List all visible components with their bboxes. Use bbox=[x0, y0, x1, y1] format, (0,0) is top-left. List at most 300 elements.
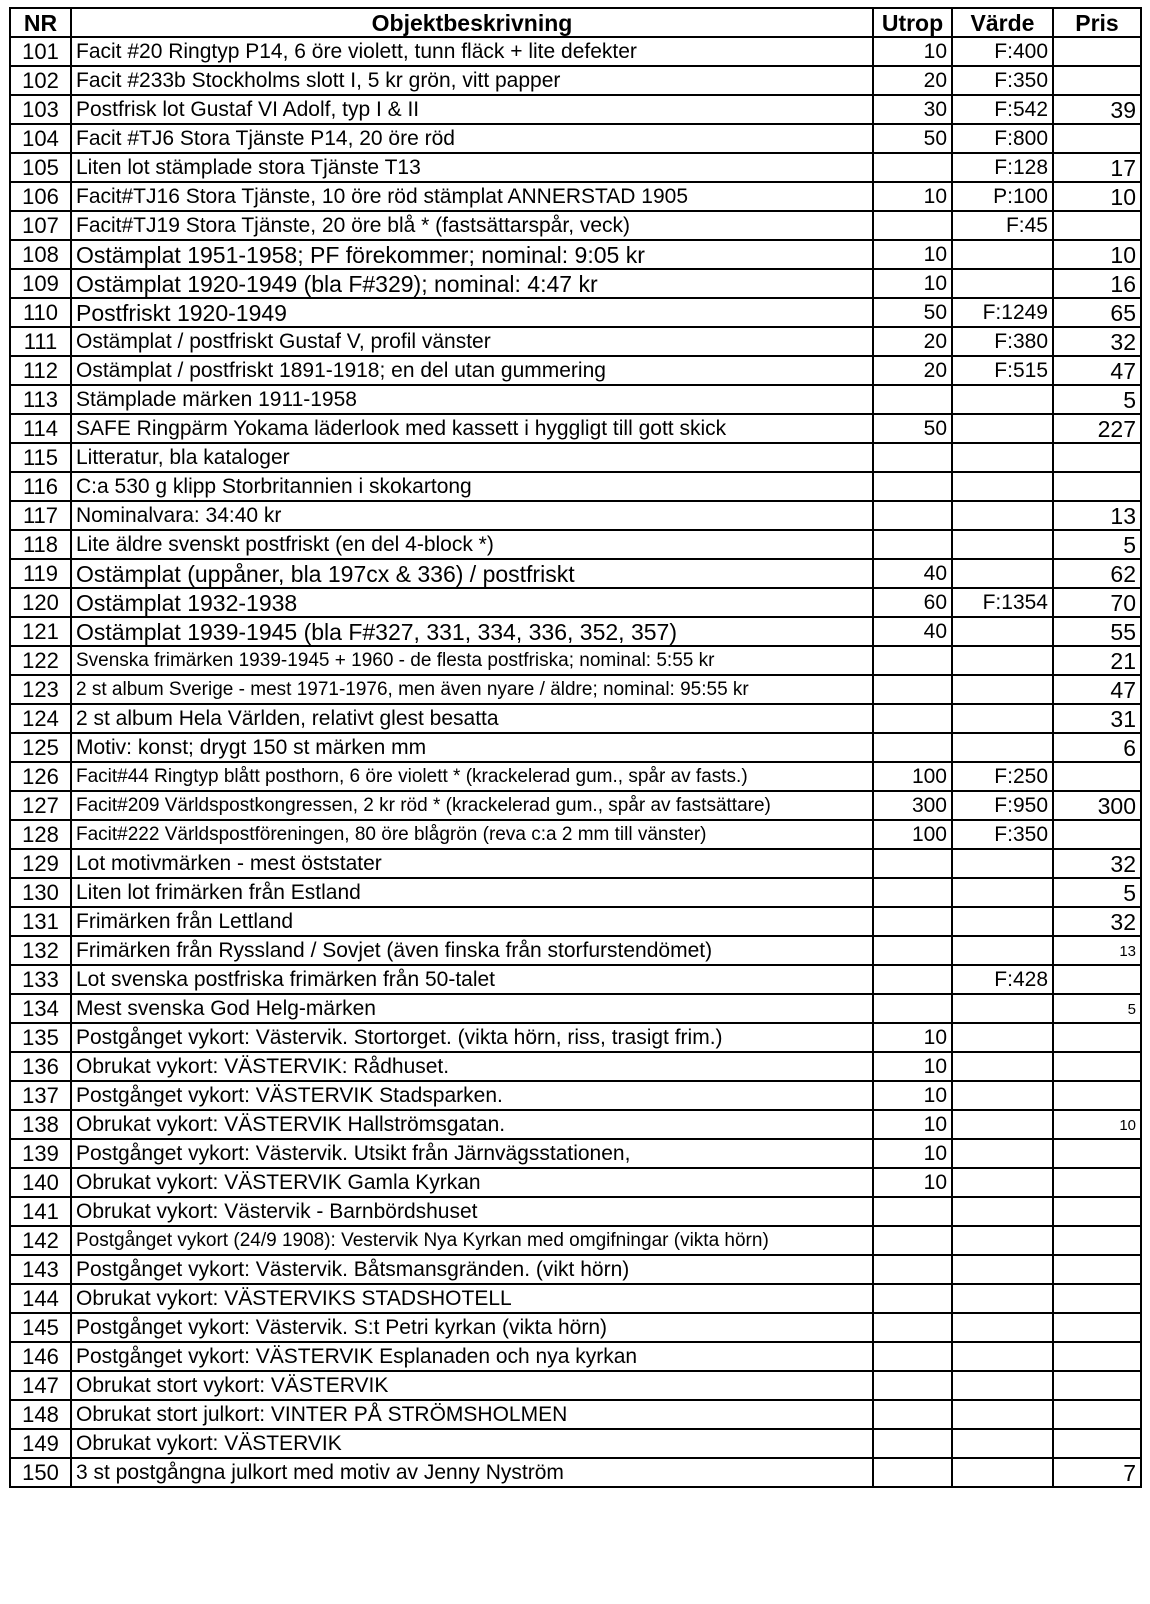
lot-number-cell: 139 bbox=[10, 1139, 71, 1168]
lot-number-cell: 104 bbox=[10, 124, 71, 153]
lot-pris-cell bbox=[1053, 37, 1141, 66]
lot-description-cell: 2 st album Sverige - mest 1971-1976, men även nyare / äldre; nominal: 95:55 kr bbox=[71, 675, 873, 704]
lot-description-cell: Postfrisk lot Gustaf VI Adolf, typ I & II bbox=[71, 95, 873, 124]
lot-number-cell: 135 bbox=[10, 1023, 71, 1052]
lot-utrop-cell bbox=[873, 675, 952, 704]
lot-utrop-cell bbox=[873, 878, 952, 907]
table-row bbox=[10, 66, 1141, 95]
lot-number-cell: 112 bbox=[10, 356, 71, 385]
lot-varde-cell: F:380 bbox=[952, 327, 1053, 356]
lot-pris-cell bbox=[1053, 1371, 1141, 1400]
lot-number-cell: 111 bbox=[10, 327, 71, 356]
lot-number-cell: 130 bbox=[10, 878, 71, 907]
table-row bbox=[10, 733, 1141, 762]
lot-description-cell: Postfriskt 1920-1949 bbox=[71, 298, 873, 327]
table-row bbox=[10, 182, 1141, 211]
table-row bbox=[10, 211, 1141, 240]
lot-pris-cell bbox=[1053, 1197, 1141, 1226]
header-description: Objektbeskrivning bbox=[71, 8, 873, 37]
lot-description-cell: Stämplade märken 1911-1958 bbox=[71, 385, 873, 414]
lot-description-cell: 2 st album Hela Världen, relativt glest besatta bbox=[71, 704, 873, 733]
lot-description-cell: Ostämplat (uppåner, bla 197cx & 336) / postfriskt bbox=[71, 559, 873, 588]
lot-description-cell: 3 st postgångna julkort med motiv av Jenny Nyström bbox=[71, 1458, 873, 1487]
table-row bbox=[10, 327, 1141, 356]
table-row bbox=[10, 1226, 1141, 1255]
lot-utrop-cell: 10 bbox=[873, 182, 952, 211]
table-row bbox=[10, 1023, 1141, 1052]
lot-varde-cell bbox=[952, 1255, 1053, 1284]
lot-number-cell: 129 bbox=[10, 849, 71, 878]
lot-utrop-cell bbox=[873, 704, 952, 733]
lot-utrop-cell bbox=[873, 472, 952, 501]
lot-utrop-cell: 100 bbox=[873, 762, 952, 791]
lot-utrop-cell bbox=[873, 1458, 952, 1487]
table-row bbox=[10, 269, 1141, 298]
lot-utrop-cell: 20 bbox=[873, 66, 952, 95]
lot-varde-cell: F:45 bbox=[952, 211, 1053, 240]
table-row bbox=[10, 356, 1141, 385]
lot-utrop-cell: 50 bbox=[873, 414, 952, 443]
lot-utrop-cell bbox=[873, 849, 952, 878]
lot-utrop-cell bbox=[873, 1255, 952, 1284]
lot-varde-cell bbox=[952, 530, 1053, 559]
lot-number-cell: 134 bbox=[10, 994, 71, 1023]
table-row bbox=[10, 936, 1141, 965]
lot-description-cell: Lite äldre svenskt postfriskt (en del 4-block *) bbox=[71, 530, 873, 559]
lot-varde-cell: F:1354 bbox=[952, 588, 1053, 617]
table-row bbox=[10, 791, 1141, 820]
lot-varde-cell bbox=[952, 733, 1053, 762]
lot-utrop-cell bbox=[873, 994, 952, 1023]
lot-number-cell: 126 bbox=[10, 762, 71, 791]
table-row bbox=[10, 762, 1141, 791]
lot-number-cell: 123 bbox=[10, 675, 71, 704]
lot-varde-cell bbox=[952, 1081, 1053, 1110]
table-row bbox=[10, 1110, 1141, 1139]
auction-lot-table bbox=[9, 7, 1142, 1488]
lot-description-cell: Obrukat vykort: VÄSTERVIKS STADSHOTELL bbox=[71, 1284, 873, 1313]
lot-pris-cell bbox=[1053, 762, 1141, 791]
lot-description-cell: Facit#TJ16 Stora Tjänste, 10 öre röd stämplat ANNERSTAD 1905 bbox=[71, 182, 873, 211]
lot-description-cell: C:a 530 g klipp Storbritannien i skokartong bbox=[71, 472, 873, 501]
lot-utrop-cell bbox=[873, 530, 952, 559]
lot-varde-cell bbox=[952, 1197, 1053, 1226]
lot-number-cell: 119 bbox=[10, 559, 71, 588]
lot-number-cell: 107 bbox=[10, 211, 71, 240]
lot-varde-cell bbox=[952, 1023, 1053, 1052]
lot-number-cell: 121 bbox=[10, 617, 71, 646]
lot-description-cell: SAFE Ringpärm Yokama läderlook med kassett i hyggligt till gott skick bbox=[71, 414, 873, 443]
lot-varde-cell: F:950 bbox=[952, 791, 1053, 820]
lot-number-cell: 102 bbox=[10, 66, 71, 95]
lot-utrop-cell: 10 bbox=[873, 1023, 952, 1052]
lot-number-cell: 128 bbox=[10, 820, 71, 849]
lot-pris-cell: 17 bbox=[1053, 153, 1141, 182]
table-row bbox=[10, 1255, 1141, 1284]
lot-pris-cell: 227 bbox=[1053, 414, 1141, 443]
lot-number-cell: 149 bbox=[10, 1429, 71, 1458]
lot-pris-cell: 10 bbox=[1053, 240, 1141, 269]
lot-description-cell: Ostämplat 1932-1938 bbox=[71, 588, 873, 617]
lot-varde-cell bbox=[952, 1110, 1053, 1139]
lot-varde-cell bbox=[952, 646, 1053, 675]
table-row bbox=[10, 675, 1141, 704]
lot-varde-cell bbox=[952, 385, 1053, 414]
lot-number-cell: 131 bbox=[10, 907, 71, 936]
lot-description-cell: Postgånget vykort: Västervik. S:t Petri kyrkan (vikta hörn) bbox=[71, 1313, 873, 1342]
lot-utrop-cell: 10 bbox=[873, 1139, 952, 1168]
lot-number-cell: 137 bbox=[10, 1081, 71, 1110]
lot-number-cell: 108 bbox=[10, 240, 71, 269]
lot-pris-cell: 10 bbox=[1053, 182, 1141, 211]
lot-number-cell: 113 bbox=[10, 385, 71, 414]
lot-pris-cell: 5 bbox=[1053, 385, 1141, 414]
lot-pris-cell: 21 bbox=[1053, 646, 1141, 675]
lot-varde-cell bbox=[952, 878, 1053, 907]
lot-description-cell: Facit #20 Ringtyp P14, 6 öre violett, tunn fläck + lite defekter bbox=[71, 37, 873, 66]
lot-description-cell: Facit #233b Stockholms slott I, 5 kr grön, vitt papper bbox=[71, 66, 873, 95]
lot-number-cell: 140 bbox=[10, 1168, 71, 1197]
lot-description-cell: Postgånget vykort: VÄSTERVIK Esplanaden och nya kyrkan bbox=[71, 1342, 873, 1371]
lot-description-cell: Postgånget vykort: VÄSTERVIK Stadsparken. bbox=[71, 1081, 873, 1110]
lot-varde-cell bbox=[952, 675, 1053, 704]
lot-pris-cell bbox=[1053, 1139, 1141, 1168]
lot-pris-cell: 55 bbox=[1053, 617, 1141, 646]
lot-number-cell: 106 bbox=[10, 182, 71, 211]
lot-description-cell: Postgånget vykort: Västervik. Båtsmansgränden. (vikt hörn) bbox=[71, 1255, 873, 1284]
lot-number-cell: 110 bbox=[10, 298, 71, 327]
lot-utrop-cell bbox=[873, 965, 952, 994]
lot-number-cell: 115 bbox=[10, 443, 71, 472]
table-row bbox=[10, 994, 1141, 1023]
lot-number-cell: 145 bbox=[10, 1313, 71, 1342]
lot-number-cell: 147 bbox=[10, 1371, 71, 1400]
lot-description-cell: Obrukat vykort: VÄSTERVIK: Rådhuset. bbox=[71, 1052, 873, 1081]
lot-pris-cell: 13 bbox=[1053, 936, 1141, 965]
lot-number-cell: 117 bbox=[10, 501, 71, 530]
header-varde: Värde bbox=[952, 8, 1053, 37]
lot-description-cell: Facit#TJ19 Stora Tjänste, 20 öre blå * (fastsättarspår, veck) bbox=[71, 211, 873, 240]
lot-number-cell: 124 bbox=[10, 704, 71, 733]
table-row bbox=[10, 1139, 1141, 1168]
lot-utrop-cell bbox=[873, 385, 952, 414]
lot-pris-cell: 47 bbox=[1053, 675, 1141, 704]
lot-pris-cell: 32 bbox=[1053, 849, 1141, 878]
lot-description-cell: Svenska frimärken 1939-1945 + 1960 - de flesta postfriska; nominal: 5:55 kr bbox=[71, 646, 873, 675]
lot-varde-cell: F:128 bbox=[952, 153, 1053, 182]
lot-utrop-cell: 30 bbox=[873, 95, 952, 124]
lot-varde-cell bbox=[952, 1313, 1053, 1342]
lot-utrop-cell: 10 bbox=[873, 1052, 952, 1081]
lot-utrop-cell: 10 bbox=[873, 1110, 952, 1139]
header-nr: NR bbox=[10, 8, 71, 37]
lot-varde-cell bbox=[952, 1226, 1053, 1255]
table-row bbox=[10, 878, 1141, 907]
lot-utrop-cell: 300 bbox=[873, 791, 952, 820]
lot-description-cell: Frimärken från Lettland bbox=[71, 907, 873, 936]
lot-number-cell: 125 bbox=[10, 733, 71, 762]
lot-utrop-cell bbox=[873, 443, 952, 472]
lot-utrop-cell: 100 bbox=[873, 820, 952, 849]
lot-utrop-cell: 10 bbox=[873, 240, 952, 269]
lot-varde-cell bbox=[952, 704, 1053, 733]
lot-description-cell: Ostämplat 1951-1958; PF förekommer; nominal: 9:05 kr bbox=[71, 240, 873, 269]
lot-utrop-cell: 10 bbox=[873, 37, 952, 66]
table-row bbox=[10, 646, 1141, 675]
lot-varde-cell: F:800 bbox=[952, 124, 1053, 153]
lot-number-cell: 103 bbox=[10, 95, 71, 124]
lot-varde-cell bbox=[952, 1168, 1053, 1197]
lot-varde-cell bbox=[952, 472, 1053, 501]
lot-utrop-cell bbox=[873, 1197, 952, 1226]
lot-description-cell: Nominalvara: 34:40 kr bbox=[71, 501, 873, 530]
table-header bbox=[10, 8, 1141, 37]
lot-pris-cell bbox=[1053, 1313, 1141, 1342]
lot-pris-cell: 13 bbox=[1053, 501, 1141, 530]
table-row bbox=[10, 617, 1141, 646]
lot-pris-cell: 10 bbox=[1053, 1110, 1141, 1139]
lot-description-cell: Frimärken från Ryssland / Sovjet (även finska från storfurstendömet) bbox=[71, 936, 873, 965]
lot-utrop-cell: 50 bbox=[873, 124, 952, 153]
lot-varde-cell: F:1249 bbox=[952, 298, 1053, 327]
lot-pris-cell bbox=[1053, 1342, 1141, 1371]
lot-pris-cell bbox=[1053, 472, 1141, 501]
lot-pris-cell: 5 bbox=[1053, 878, 1141, 907]
lot-number-cell: 144 bbox=[10, 1284, 71, 1313]
lot-description-cell: Facit#209 Världspostkongressen, 2 kr röd * (krackelerad gum., spår av fastsättare) bbox=[71, 791, 873, 820]
lot-utrop-cell: 20 bbox=[873, 327, 952, 356]
lot-number-cell: 109 bbox=[10, 269, 71, 298]
lot-description-cell: Ostämplat / postfriskt 1891-1918; en del utan gummering bbox=[71, 356, 873, 385]
table-row bbox=[10, 240, 1141, 269]
lot-number-cell: 148 bbox=[10, 1400, 71, 1429]
lot-number-cell: 138 bbox=[10, 1110, 71, 1139]
lot-pris-cell bbox=[1053, 1023, 1141, 1052]
lot-varde-cell bbox=[952, 501, 1053, 530]
table-row bbox=[10, 1052, 1141, 1081]
lot-pris-cell: 300 bbox=[1053, 791, 1141, 820]
lot-varde-cell: F:400 bbox=[952, 37, 1053, 66]
lot-utrop-cell bbox=[873, 1284, 952, 1313]
lot-number-cell: 132 bbox=[10, 936, 71, 965]
lot-pris-cell: 62 bbox=[1053, 559, 1141, 588]
lot-varde-cell bbox=[952, 269, 1053, 298]
table-row bbox=[10, 385, 1141, 414]
lot-pris-cell: 70 bbox=[1053, 588, 1141, 617]
lot-varde-cell bbox=[952, 617, 1053, 646]
lot-description-cell: Litteratur, bla kataloger bbox=[71, 443, 873, 472]
lot-description-cell: Facit#222 Världspostföreningen, 80 öre blågrön (reva c:a 2 mm till vänster) bbox=[71, 820, 873, 849]
lot-description-cell: Lot svenska postfriska frimärken från 50-talet bbox=[71, 965, 873, 994]
table-row bbox=[10, 559, 1141, 588]
lot-pris-cell: 31 bbox=[1053, 704, 1141, 733]
lot-varde-cell: F:515 bbox=[952, 356, 1053, 385]
lot-utrop-cell bbox=[873, 501, 952, 530]
lot-description-cell: Obrukat stort julkort: VINTER PÅ STRÖMSHOLMEN bbox=[71, 1400, 873, 1429]
lot-varde-cell: P:100 bbox=[952, 182, 1053, 211]
lot-utrop-cell: 20 bbox=[873, 356, 952, 385]
lot-pris-cell: 65 bbox=[1053, 298, 1141, 327]
table-row bbox=[10, 1342, 1141, 1371]
lot-pris-cell bbox=[1053, 1400, 1141, 1429]
lot-pris-cell bbox=[1053, 965, 1141, 994]
table-row bbox=[10, 1458, 1141, 1487]
lot-description-cell: Lot motivmärken - mest öststater bbox=[71, 849, 873, 878]
lot-varde-cell bbox=[952, 1371, 1053, 1400]
lot-varde-cell bbox=[952, 994, 1053, 1023]
lot-description-cell: Obrukat vykort: VÄSTERVIK bbox=[71, 1429, 873, 1458]
lot-varde-cell bbox=[952, 1342, 1053, 1371]
table-row bbox=[10, 1168, 1141, 1197]
lot-utrop-cell: 40 bbox=[873, 617, 952, 646]
lot-pris-cell: 47 bbox=[1053, 356, 1141, 385]
lot-number-cell: 136 bbox=[10, 1052, 71, 1081]
lot-number-cell: 105 bbox=[10, 153, 71, 182]
lot-varde-cell bbox=[952, 414, 1053, 443]
lot-description-cell: Facit#44 Ringtyp blått posthorn, 6 öre violett * (krackelerad gum., spår av fasts.) bbox=[71, 762, 873, 791]
table-row bbox=[10, 849, 1141, 878]
lot-number-cell: 150 bbox=[10, 1458, 71, 1487]
lot-utrop-cell: 60 bbox=[873, 588, 952, 617]
lot-description-cell: Facit #TJ6 Stora Tjänste P14, 20 öre röd bbox=[71, 124, 873, 153]
lot-pris-cell bbox=[1053, 1081, 1141, 1110]
lot-pris-cell bbox=[1053, 66, 1141, 95]
table-row bbox=[10, 907, 1141, 936]
header-pris: Pris bbox=[1053, 8, 1141, 37]
lot-utrop-cell bbox=[873, 907, 952, 936]
lot-description-cell: Ostämplat 1920-1949 (bla F#329); nominal: 4:47 kr bbox=[71, 269, 873, 298]
lot-description-cell: Obrukat vykort: VÄSTERVIK Hallströmsgatan. bbox=[71, 1110, 873, 1139]
lot-description-cell: Liten lot frimärken från Estland bbox=[71, 878, 873, 907]
table-row bbox=[10, 501, 1141, 530]
lot-utrop-cell bbox=[873, 1313, 952, 1342]
lot-pris-cell: 32 bbox=[1053, 327, 1141, 356]
lot-pris-cell bbox=[1053, 443, 1141, 472]
table-row bbox=[10, 1313, 1141, 1342]
table-row bbox=[10, 1284, 1141, 1313]
lot-pris-cell: 6 bbox=[1053, 733, 1141, 762]
lot-number-cell: 146 bbox=[10, 1342, 71, 1371]
lot-pris-cell: 32 bbox=[1053, 907, 1141, 936]
table-row bbox=[10, 443, 1141, 472]
lot-varde-cell bbox=[952, 240, 1053, 269]
lot-description-cell: Postgånget vykort (24/9 1908): Vestervik Nya Kyrkan med omgifningar (vikta hörn) bbox=[71, 1226, 873, 1255]
lot-varde-cell bbox=[952, 1400, 1053, 1429]
lot-utrop-cell: 10 bbox=[873, 1081, 952, 1110]
lot-utrop-cell bbox=[873, 1342, 952, 1371]
lot-pris-cell: 16 bbox=[1053, 269, 1141, 298]
table-row bbox=[10, 414, 1141, 443]
lot-utrop-cell: 10 bbox=[873, 1168, 952, 1197]
lot-utrop-cell bbox=[873, 1371, 952, 1400]
lot-varde-cell: F:542 bbox=[952, 95, 1053, 124]
lot-varde-cell bbox=[952, 849, 1053, 878]
lot-utrop-cell bbox=[873, 211, 952, 240]
lot-varde-cell: F:250 bbox=[952, 762, 1053, 791]
table-body bbox=[10, 37, 1141, 1487]
table-row bbox=[10, 1081, 1141, 1110]
table-row bbox=[10, 1400, 1141, 1429]
lot-number-cell: 116 bbox=[10, 472, 71, 501]
table-row bbox=[10, 153, 1141, 182]
lot-varde-cell bbox=[952, 1429, 1053, 1458]
table-row bbox=[10, 965, 1141, 994]
lot-varde-cell bbox=[952, 1458, 1053, 1487]
lot-pris-cell bbox=[1053, 1429, 1141, 1458]
table-row bbox=[10, 820, 1141, 849]
lot-number-cell: 141 bbox=[10, 1197, 71, 1226]
table-row bbox=[10, 1371, 1141, 1400]
lot-description-cell: Ostämplat 1939-1945 (bla F#327, 331, 334, 336, 352, 357) bbox=[71, 617, 873, 646]
table-row bbox=[10, 124, 1141, 153]
lot-pris-cell bbox=[1053, 1052, 1141, 1081]
table-row bbox=[10, 95, 1141, 124]
lot-number-cell: 118 bbox=[10, 530, 71, 559]
lot-utrop-cell: 40 bbox=[873, 559, 952, 588]
lot-varde-cell bbox=[952, 1284, 1053, 1313]
lot-number-cell: 114 bbox=[10, 414, 71, 443]
lot-utrop-cell bbox=[873, 1226, 952, 1255]
lot-utrop-cell: 50 bbox=[873, 298, 952, 327]
lot-number-cell: 127 bbox=[10, 791, 71, 820]
lot-number-cell: 101 bbox=[10, 37, 71, 66]
lot-utrop-cell bbox=[873, 936, 952, 965]
lot-description-cell: Postgånget vykort: Västervik. Stortorget. (vikta hörn, riss, trasigt frim.) bbox=[71, 1023, 873, 1052]
table-row bbox=[10, 1197, 1141, 1226]
lot-pris-cell bbox=[1053, 820, 1141, 849]
table-row bbox=[10, 298, 1141, 327]
header-row bbox=[10, 8, 1141, 37]
lot-utrop-cell bbox=[873, 646, 952, 675]
lot-utrop-cell bbox=[873, 733, 952, 762]
lot-description-cell: Ostämplat / postfriskt Gustaf V, profil vänster bbox=[71, 327, 873, 356]
lot-number-cell: 122 bbox=[10, 646, 71, 675]
lot-pris-cell: 5 bbox=[1053, 994, 1141, 1023]
lot-varde-cell bbox=[952, 936, 1053, 965]
lot-varde-cell: F:350 bbox=[952, 66, 1053, 95]
lot-pris-cell bbox=[1053, 1284, 1141, 1313]
lot-utrop-cell bbox=[873, 1429, 952, 1458]
table-row bbox=[10, 530, 1141, 559]
lot-varde-cell bbox=[952, 559, 1053, 588]
table-row bbox=[10, 704, 1141, 733]
lot-description-cell: Postgånget vykort: Västervik. Utsikt från Järnvägsstationen, bbox=[71, 1139, 873, 1168]
lot-description-cell: Mest svenska God Helg-märken bbox=[71, 994, 873, 1023]
lot-pris-cell bbox=[1053, 1168, 1141, 1197]
lot-pris-cell: 7 bbox=[1053, 1458, 1141, 1487]
lot-description-cell: Obrukat stort vykort: VÄSTERVIK bbox=[71, 1371, 873, 1400]
lot-varde-cell bbox=[952, 1052, 1053, 1081]
lot-pris-cell: 39 bbox=[1053, 95, 1141, 124]
lot-pris-cell bbox=[1053, 211, 1141, 240]
lot-pris-cell bbox=[1053, 124, 1141, 153]
lot-utrop-cell bbox=[873, 1400, 952, 1429]
table-row bbox=[10, 37, 1141, 66]
lot-pris-cell: 5 bbox=[1053, 530, 1141, 559]
lot-varde-cell: F:350 bbox=[952, 820, 1053, 849]
lot-description-cell: Obrukat vykort: VÄSTERVIK Gamla Kyrkan bbox=[71, 1168, 873, 1197]
lot-number-cell: 133 bbox=[10, 965, 71, 994]
lot-description-cell: Obrukat vykort: Västervik - Barnbördshuset bbox=[71, 1197, 873, 1226]
table-row bbox=[10, 588, 1141, 617]
lot-description-cell: Liten lot stämplade stora Tjänste T13 bbox=[71, 153, 873, 182]
lot-varde-cell bbox=[952, 443, 1053, 472]
lot-utrop-cell: 10 bbox=[873, 269, 952, 298]
lot-pris-cell bbox=[1053, 1255, 1141, 1284]
table-row bbox=[10, 472, 1141, 501]
lot-varde-cell bbox=[952, 907, 1053, 936]
lot-number-cell: 142 bbox=[10, 1226, 71, 1255]
